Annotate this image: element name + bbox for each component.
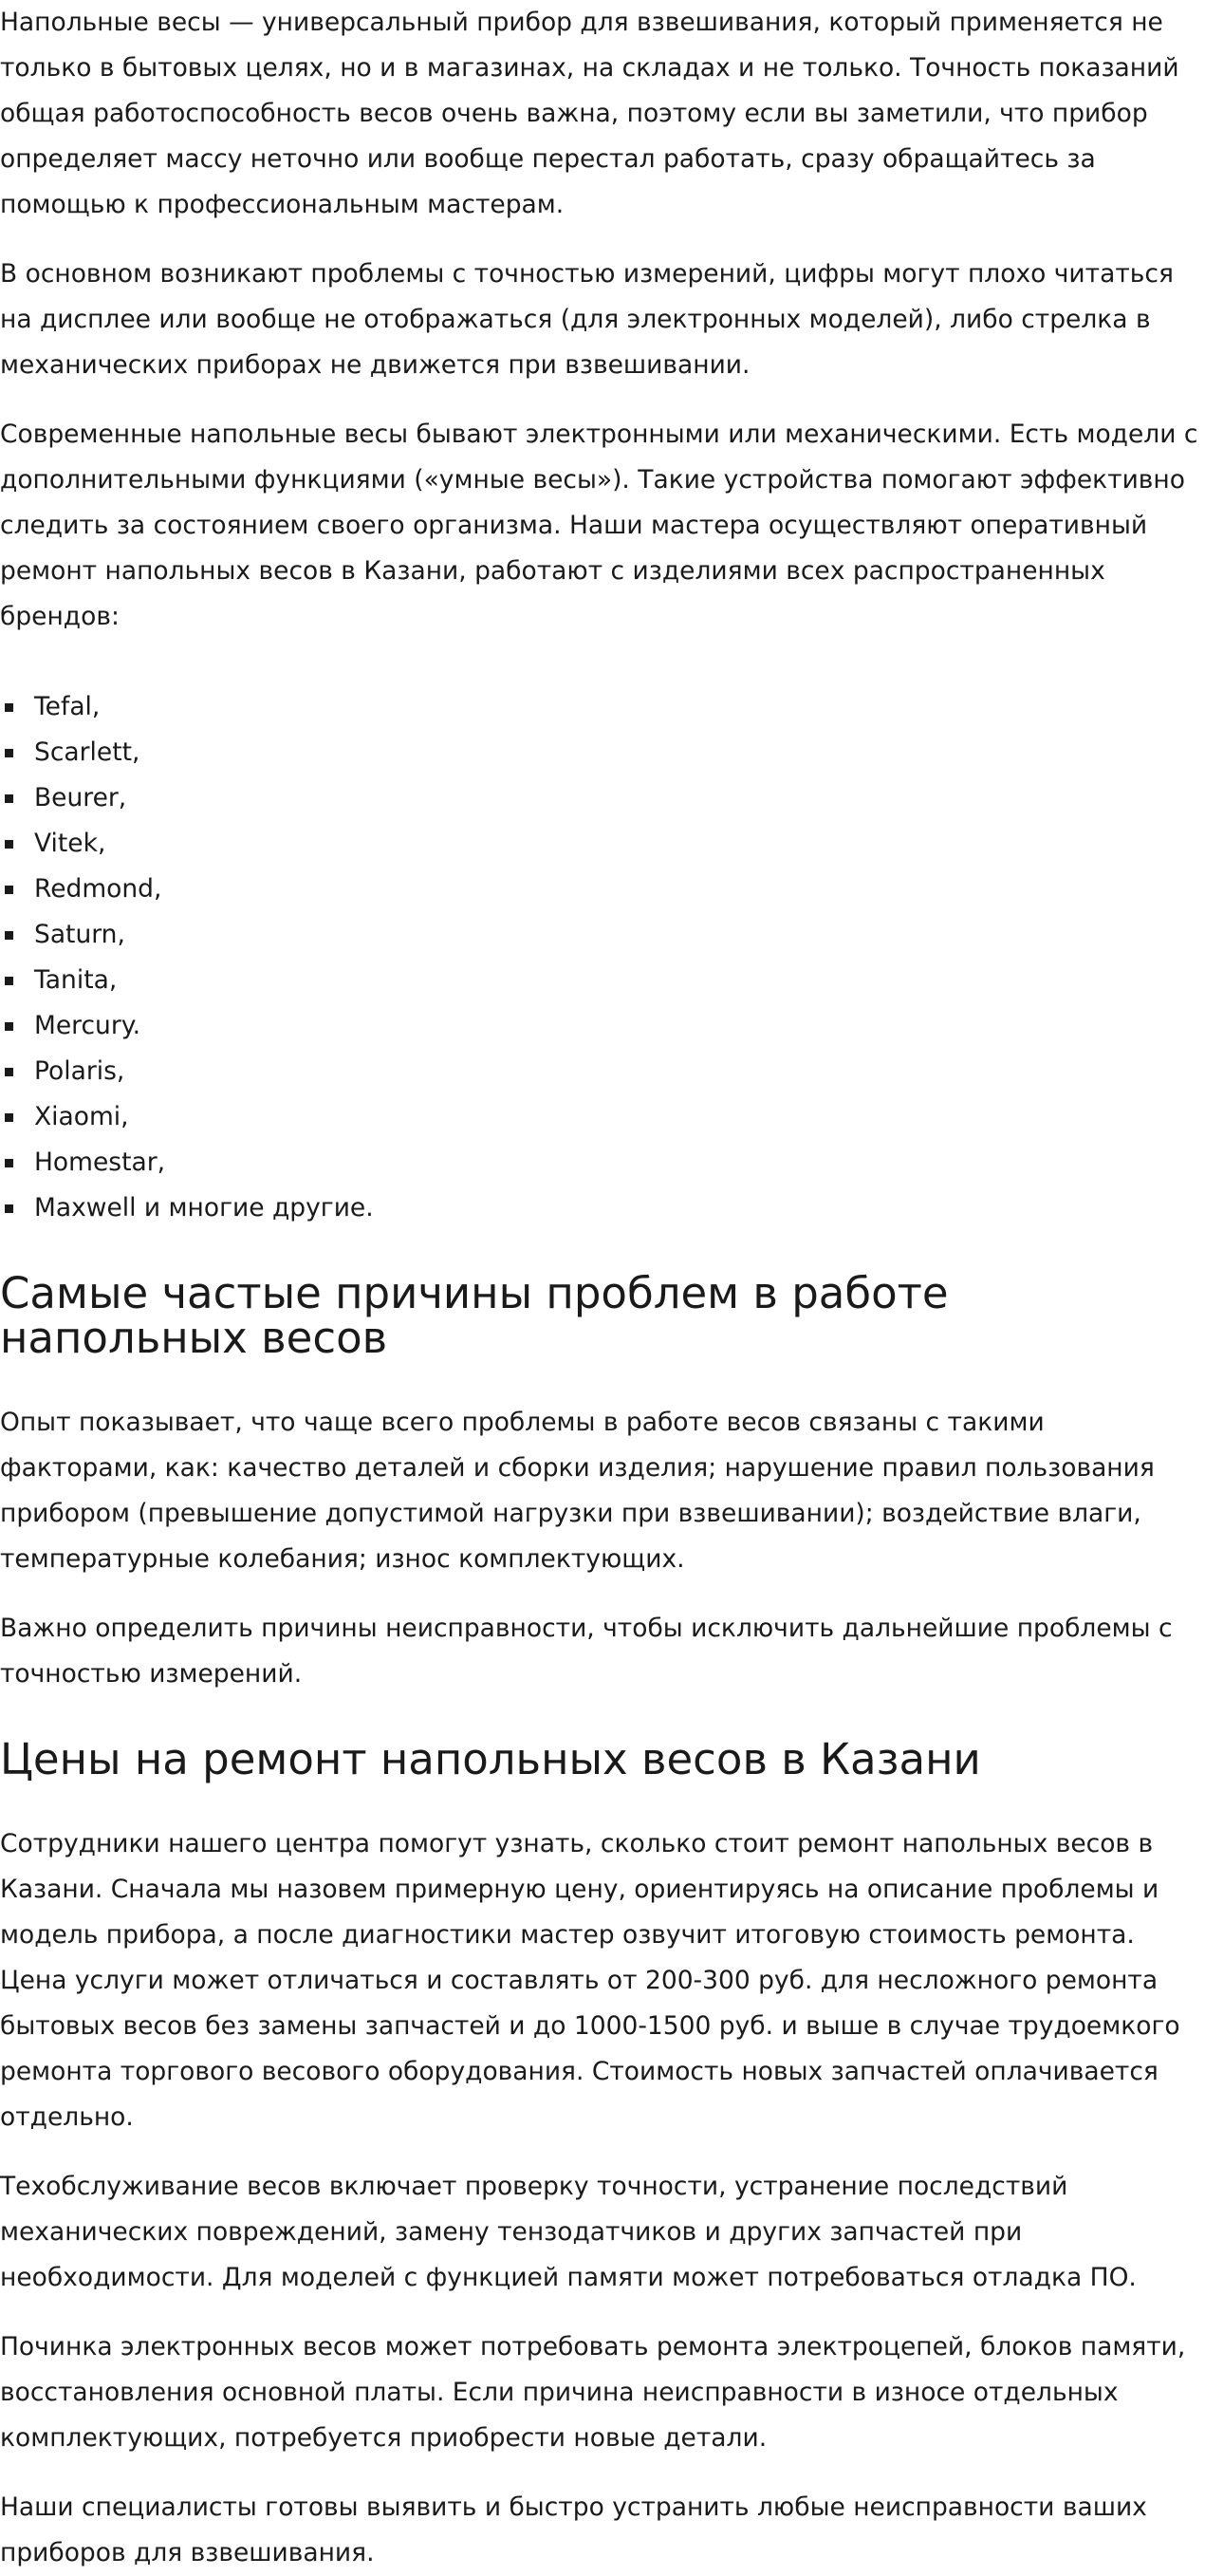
bullet-icon [5,840,13,849]
brand-list-item: Tanita, [0,958,1203,1003]
prices-paragraph-4: Наши специалисты готовы выявить и быстро устранить любые неисправности ваших приборов для взвешивания. [0,2492,1147,2567]
bullet-icon [5,1113,13,1122]
brand-list-item: Scarlett, [0,730,1203,775]
brand-list-item: Beurer, [0,775,1203,821]
bullet-icon [5,931,13,940]
bullet-icon [5,1159,13,1167]
bullet-icon [5,1022,13,1031]
bullet-icon [5,749,13,757]
brand-list-item: Redmond, [0,867,1203,912]
causes-paragraph-1: Опыт показывает, что чаще всего проблемы в работе весов связаны с такими факторами, как: качество деталей и сборки изделия; нарушение правил пользования прибором (превышение допустимой нагрузки при взвешивании); воздействие влаги, температурные колебания; износ комплектующих. [0,1408,1155,1574]
brand-list-item: Xiaomi, [0,1094,1203,1140]
brand-list-item: Maxwell и многие другие. [0,1185,1203,1231]
brand-list-item: Mercury. [0,1003,1203,1049]
intro-paragraph-1: Напольные весы — универсальный прибор для взвешивания, который применяется не только в бытовых целях, но и в магазинах, на складах и не только. Точность показаний общая работоспособность весов очень важна, поэтому если вы заметили, что прибор определяет массу неточно или вообще перестал работать, сразу обращайтесь за помощью к профессиональным мастерам. [0,8,1179,219]
causes-heading: Самые частые причины проблем в работе напольных весов [0,1268,949,1363]
intro-paragraph-3: Современные напольные весы бывают электронными или механическими. Есть модели с дополнительными функциями («умные весы»). Такие устройства помогают эффективно следить за состоянием своего организма. Наши мастера осуществляют оперативный ремонт напольных весов в Казани, работают с изделиями всех распространенных брендов: [0,420,1198,631]
prices-paragraph-2: Техобслуживание весов включает проверку точности, устранение последствий механических повреждений, замену тензодатчиков и других запчастей при необходимости. Для моделей с функцией памяти может потребоваться отладка ПО. [0,2172,1137,2292]
brand-list-item: Saturn, [0,912,1203,958]
brand-list-item: Polaris, [0,1049,1203,1094]
intro-paragraph-2: В основном возникают проблемы с точностью измерений, цифры могут плохо читаться на дисплее или вообще не отображаться (для электронных моделей), либо стрелка в механических приборах не движется при взвешивании. [0,259,1174,380]
bullet-icon [5,703,13,712]
bullet-icon [5,886,13,894]
bullet-icon [5,977,13,985]
prices-heading: Цены на ремонт напольных весов в Казани [0,1734,981,1784]
bullet-icon [5,1204,13,1213]
prices-paragraph-1: Сотрудники нашего центра помогут узнать, сколько стоит ремонт напольных весов в Казани. Сначала мы назовем примерную цену, ориентируясь на описание проблемы и модель прибора, а после диагностики мастер озвучит итоговую стоимость ремонта. Цена услуги может отличаться и составлять от 200-300 руб. для несложного ремонта бытовых весов без замены запчастей и до 1000-1500 руб. и выше в случае трудоемкого ремонта торгового весового оборудования. Стоимость новых запчастей оплачивается отдельно. [0,1829,1180,2132]
brand-list-item: Tefal, [0,684,1203,730]
brand-list [0,684,1203,1231]
prices-paragraph-3: Починка электронных весов может потребовать ремонта электроцепей, блоков памяти, восстановления основной платы. Если причина неисправности в износе отдельных комплектующих, потребуется приобрести новые детали. [0,2332,1186,2453]
bullet-icon [5,1068,13,1076]
causes-paragraph-2: Важно определить причины неисправности, чтобы исключить дальнейшие проблемы с точностью измерений. [0,1614,1173,1689]
bullet-icon [5,794,13,803]
brand-list-item: Vitek, [0,821,1203,867]
brand-list-item: Homestar, [0,1140,1203,1185]
